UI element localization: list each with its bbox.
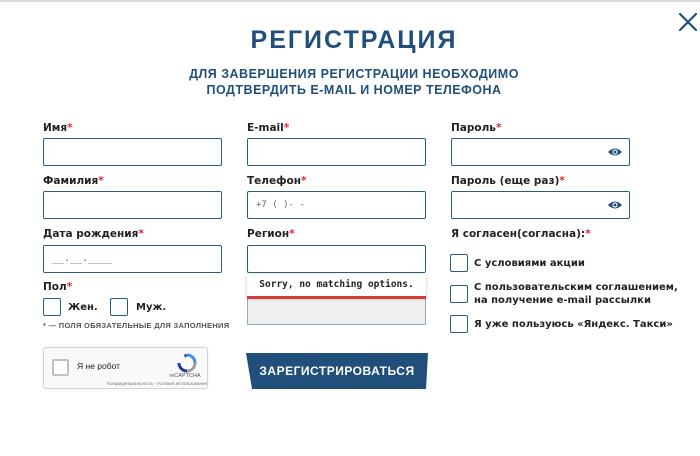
agree-terms-checkbox[interactable] (450, 254, 468, 272)
recaptcha-links[interactable]: Конфиденциальность - Условия использования (107, 381, 207, 386)
recaptcha-checkbox[interactable] (52, 359, 69, 376)
first-name-input[interactable] (43, 138, 222, 166)
agree-yandex-taxi-checkbox[interactable] (450, 315, 468, 333)
password-repeat-input[interactable] (451, 191, 630, 219)
region-label: Регион* (247, 228, 295, 240)
gender-female-label: Жен. (68, 302, 98, 313)
birth-date-input[interactable]: __.__.____ (43, 245, 222, 273)
password-label: Пароль* (451, 122, 502, 134)
subtitle-line-1: ДЛЯ ЗАВЕРШЕНИЯ РЕГИСТРАЦИИ НЕОБХОДИМО (189, 67, 519, 81)
region-dropdown-backdrop (247, 299, 426, 325)
agree-user-agreement-checkbox[interactable] (450, 285, 468, 303)
phone-input[interactable]: +7 ( )- - (247, 191, 426, 219)
agree-user-agreement-line-2: на получение e-mail рассылки (474, 295, 651, 306)
region-dropdown-message: Sorry, no matching options. (247, 274, 426, 298)
gender-male-label: Муж. (136, 302, 167, 313)
recaptcha-brand: reCAPTCHA (169, 373, 201, 379)
agree-terms-label: С условиями акции (474, 258, 585, 269)
email-label: E-mail* (247, 122, 290, 134)
region-input[interactable] (247, 245, 426, 273)
top-border (0, 0, 700, 2)
password-repeat-label: Пароль (еще раз)* (451, 175, 565, 187)
agree-user-agreement-line-1: С пользовательским соглашением, (474, 282, 678, 293)
gender-male-checkbox[interactable] (110, 298, 128, 316)
recaptcha-widget (43, 347, 208, 389)
gender-female-checkbox[interactable] (43, 298, 61, 316)
agree-user-agreement-label (474, 281, 678, 307)
phone-label: Телефон* (247, 175, 307, 187)
gender-label: Пол* (43, 281, 73, 293)
password-input[interactable] (451, 138, 630, 166)
subtitle-line-2: ПОДТВЕРДИТЬ E-MAIL И НОМЕР ТЕЛЕФОНА (206, 83, 502, 97)
eye-icon[interactable] (607, 199, 623, 211)
agreement-label: Я согласен(согласна):* (451, 228, 591, 240)
agree-yandex-taxi-label: Я уже пользуюсь «Яндекс. Такси» (474, 319, 673, 330)
email-input[interactable] (247, 138, 426, 166)
recaptcha-label: Я не робот (77, 361, 121, 371)
required-note: * — ПОЛЯ ОБЯЗАТЕЛЬНЫЕ ДЛЯ ЗАПОЛНЕНИЯ (43, 321, 230, 330)
first-name-label: Имя* (43, 122, 73, 134)
page-subtitle (0, 66, 700, 98)
page-title: РЕГИСТРАЦИЯ (250, 26, 458, 54)
last-name-input[interactable] (43, 191, 222, 219)
register-button-label: ЗАРЕГИСТРИРОВАТЬСЯ (259, 364, 415, 378)
birth-date-label: Дата рождения* (43, 228, 144, 240)
eye-icon[interactable] (607, 146, 623, 158)
region-dropdown-underline (247, 296, 426, 299)
last-name-label: Фамилия* (43, 175, 104, 187)
register-button[interactable] (246, 353, 428, 389)
recaptcha-logo-icon (176, 353, 198, 373)
